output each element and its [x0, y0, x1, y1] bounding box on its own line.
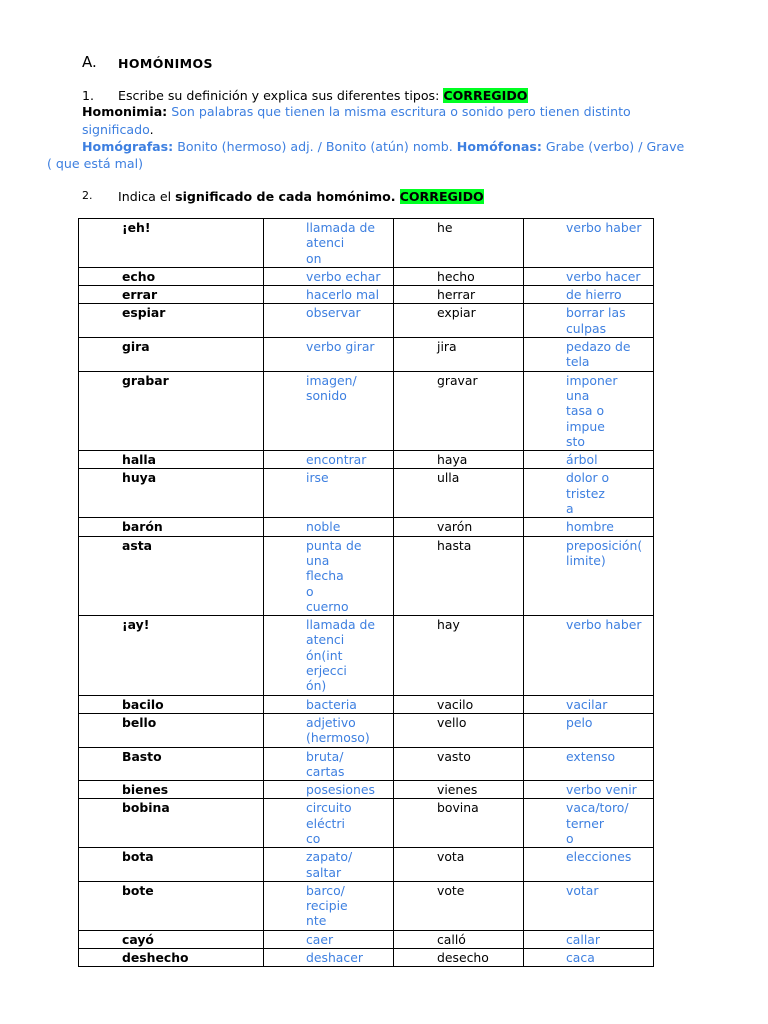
- pair-word-text: bovina: [437, 800, 479, 816]
- pair-word-text: hay: [437, 617, 460, 633]
- table-cell-homonym-meaning: [264, 338, 394, 372]
- table-cell-homonym-meaning: [264, 747, 394, 781]
- homonym-word-text: ¡eh!: [122, 220, 151, 235]
- pair-word-text: vacilo: [437, 696, 474, 712]
- table-cell-pair-word: [394, 219, 524, 268]
- pair-word-text: varón: [437, 519, 473, 535]
- table-cell-pair-word: [394, 371, 524, 450]
- homonym-meaning-text: encontrar: [306, 452, 367, 468]
- table-cell-pair-meaning: [524, 267, 654, 285]
- table-row: [79, 881, 654, 930]
- homonym-meaning-text: bruta/ cartas: [306, 748, 345, 779]
- pair-meaning-text: dolor o tristez a: [566, 470, 610, 517]
- question-2-bold: significado de cada homónimo.: [175, 189, 396, 204]
- pair-word-text: vasto: [437, 748, 471, 764]
- pair-word-text: vello: [437, 714, 467, 730]
- homonym-word-text: halla: [122, 452, 157, 468]
- table-cell-homonym-meaning: [264, 616, 394, 695]
- table-row: [79, 304, 654, 338]
- table-cell-homonym-meaning: [264, 267, 394, 285]
- table-cell-homonym-meaning: [264, 286, 394, 304]
- table-cell-pair-meaning: [524, 451, 654, 469]
- homonyms-table-body: [79, 219, 654, 967]
- question-2-number: 2.: [82, 189, 93, 202]
- pair-meaning-text: verbo hacer: [566, 268, 641, 284]
- table-cell-homonym-meaning: [264, 536, 394, 615]
- table-cell-homonym-word: [79, 695, 264, 713]
- table-cell-pair-word: [394, 304, 524, 338]
- pair-meaning-text: elecciones: [566, 849, 632, 865]
- homonym-word-text: grabar: [122, 372, 169, 388]
- table-cell-pair-word: [394, 518, 524, 536]
- table-row: [79, 799, 654, 848]
- table-cell-homonym-word: [79, 219, 264, 268]
- table-row: [79, 518, 654, 536]
- pair-word-text: expiar: [437, 305, 476, 321]
- table-cell-pair-meaning: [524, 286, 654, 304]
- question-2-prompt: [118, 188, 484, 205]
- pair-meaning-text: verbo haber: [566, 220, 642, 235]
- table-row: [79, 536, 654, 615]
- homonym-meaning-text: observar: [306, 305, 361, 321]
- table-cell-pair-meaning: [524, 930, 654, 948]
- table-cell-pair-word: [394, 713, 524, 747]
- table-cell-homonym-word: [79, 451, 264, 469]
- pair-word-text: herrar: [437, 287, 476, 303]
- table-cell-homonym-meaning: [264, 713, 394, 747]
- table-cell-pair-word: [394, 747, 524, 781]
- question-1-number: 1.: [82, 88, 95, 103]
- table-cell-homonym-meaning: [264, 930, 394, 948]
- table-cell-homonym-meaning: [264, 451, 394, 469]
- table-cell-homonym-word: [79, 930, 264, 948]
- corrected-badge-1: CORREGIDO: [443, 88, 528, 103]
- pair-word-text: hasta: [437, 537, 472, 553]
- homonym-meaning-text: bacteria: [306, 696, 357, 712]
- table-cell-homonym-meaning: [264, 949, 394, 967]
- homonimia-text: Son palabras que tienen la misma escritura o sonido pero tienen distinto: [167, 104, 631, 119]
- table-cell-homonym-word: [79, 338, 264, 372]
- pair-meaning-text: vaca/toro/ terner o: [566, 800, 629, 846]
- homonimia-definition: [82, 103, 631, 120]
- table-cell-pair-meaning: [524, 848, 654, 882]
- pair-meaning-text: de hierro: [566, 287, 622, 303]
- homonym-meaning-text: irse: [306, 470, 329, 486]
- table-cell-pair-word: [394, 848, 524, 882]
- table-cell-homonym-meaning: [264, 518, 394, 536]
- homonyms-table: [78, 218, 654, 967]
- table-cell-homonym-meaning: [264, 304, 394, 338]
- table-cell-pair-word: [394, 949, 524, 967]
- homonym-meaning-text: adjetivo (hermoso): [306, 714, 370, 746]
- homonym-meaning-text: llamada de atenci on: [306, 220, 376, 266]
- table-row: [79, 219, 654, 268]
- pair-word-text: hecho: [437, 268, 475, 284]
- homonym-word-text: bienes: [122, 782, 169, 798]
- homonym-word-text: asta: [122, 537, 153, 553]
- pair-word-text: jira: [437, 339, 457, 355]
- homonimia-label: Homonimia:: [82, 104, 168, 119]
- homonym-meaning-text: circuito eléctri co: [306, 800, 352, 846]
- table-cell-pair-meaning: [524, 695, 654, 713]
- table-cell-pair-word: [394, 338, 524, 372]
- table-cell-pair-word: [394, 695, 524, 713]
- homonym-meaning-text: llamada de atenci ón(int erjecci ón): [306, 617, 376, 694]
- table-cell-homonym-word: [79, 616, 264, 695]
- pair-word-text: gravar: [437, 372, 478, 388]
- table-cell-pair-word: [394, 536, 524, 615]
- table-cell-pair-meaning: [524, 371, 654, 450]
- table-row: [79, 781, 654, 799]
- homonym-word-text: errar: [122, 287, 158, 303]
- table-cell-homonym-word: [79, 799, 264, 848]
- pair-meaning-text: caca: [566, 950, 595, 966]
- homografas-text: Bonito (hermoso) adj. / Bonito (atún) nomb.: [173, 139, 457, 154]
- table-cell-homonym-word: [79, 286, 264, 304]
- homonym-word-text: gira: [122, 339, 150, 355]
- homonym-meaning-text: hacerlo mal: [306, 287, 380, 303]
- table-cell-pair-word: [394, 451, 524, 469]
- table-cell-pair-meaning: [524, 747, 654, 781]
- table-cell-homonym-word: [79, 267, 264, 285]
- pair-meaning-text: verbo venir: [566, 782, 637, 798]
- pair-word-text: he: [437, 220, 453, 235]
- table-cell-homonym-word: [79, 949, 264, 967]
- table-cell-homonym-word: [79, 881, 264, 930]
- table-cell-homonym-meaning: [264, 695, 394, 713]
- table-row: [79, 616, 654, 695]
- table-cell-homonym-meaning: [264, 469, 394, 518]
- table-cell-homonym-meaning: [264, 848, 394, 882]
- homonym-word-text: bobina: [122, 800, 170, 816]
- pair-word-text: vota: [437, 849, 465, 865]
- pair-meaning-text: vacilar: [566, 696, 608, 712]
- pair-word-text: calló: [437, 931, 466, 947]
- table-cell-homonym-meaning: [264, 881, 394, 930]
- homofonas-text-cont: ( que está mal): [47, 156, 144, 171]
- homonym-word-text: huya: [122, 470, 157, 486]
- table-cell-pair-meaning: [524, 616, 654, 695]
- table-cell-pair-word: [394, 799, 524, 848]
- homonym-meaning-text: barco/ recipie nte: [306, 882, 348, 929]
- pair-meaning-text: hombre: [566, 519, 614, 535]
- question-1-prompt: [118, 87, 528, 104]
- table-row: [79, 469, 654, 518]
- table-cell-pair-word: [394, 286, 524, 304]
- homonym-word-text: espiar: [122, 305, 166, 321]
- homografas-definition: [82, 138, 684, 155]
- homonym-meaning-text: verbo echar: [306, 268, 381, 284]
- table-cell-homonym-word: [79, 371, 264, 450]
- table-row: [79, 848, 654, 882]
- homonym-meaning-text: caer: [306, 931, 334, 947]
- section-title: HOMÓNIMOS: [118, 56, 213, 71]
- table-row: [79, 338, 654, 372]
- homonym-meaning-text: punta de una flecha o cuerno: [306, 537, 362, 614]
- homonym-word-text: echo: [122, 268, 156, 284]
- pair-meaning-text: pedazo de tela: [566, 339, 631, 370]
- table-cell-pair-word: [394, 881, 524, 930]
- pair-meaning-text: árbol: [566, 452, 598, 468]
- table-cell-pair-meaning: [524, 949, 654, 967]
- homonym-meaning-text: zapato/ saltar: [306, 849, 353, 880]
- pair-meaning-text: pelo: [566, 714, 593, 730]
- pair-meaning-text: imponer una tasa o impue sto: [566, 372, 618, 449]
- homonym-word-text: bacilo: [122, 696, 164, 712]
- pair-meaning-text: callar: [566, 931, 600, 947]
- pair-meaning-text: preposición( limite): [566, 537, 643, 568]
- homofonas-label: Homófonas:: [456, 139, 542, 154]
- table-cell-pair-meaning: [524, 799, 654, 848]
- table-row: [79, 930, 654, 948]
- table-cell-pair-meaning: [524, 338, 654, 372]
- question-2-text: Indica el: [118, 189, 176, 204]
- table-cell-pair-word: [394, 267, 524, 285]
- homonym-meaning-text: deshacer: [306, 950, 363, 966]
- pair-word-text: vote: [437, 882, 465, 898]
- table-cell-homonym-word: [79, 518, 264, 536]
- table-cell-pair-meaning: [524, 536, 654, 615]
- homonym-word-text: bota: [122, 849, 154, 865]
- homonym-meaning-text: imagen/ sonido: [306, 372, 357, 403]
- section-letter: A.: [82, 53, 97, 71]
- table-cell-homonym-word: [79, 848, 264, 882]
- homonimia-definition-cont: [82, 121, 154, 138]
- pair-word-text: ulla: [437, 470, 460, 486]
- table-cell-homonym-word: [79, 747, 264, 781]
- table-cell-pair-meaning: [524, 219, 654, 268]
- homonym-word-text: Basto: [122, 748, 162, 764]
- table-cell-homonym-meaning: [264, 371, 394, 450]
- question-1-text: Escribe su definición y explica sus diferentes tipos:: [118, 88, 444, 103]
- table-cell-pair-meaning: [524, 781, 654, 799]
- table-row: [79, 747, 654, 781]
- table-cell-homonym-word: [79, 469, 264, 518]
- homonym-word-text: bote: [122, 882, 154, 898]
- table-cell-pair-word: [394, 469, 524, 518]
- homonimia-period: .: [149, 122, 154, 137]
- table-cell-pair-word: [394, 781, 524, 799]
- homografas-label: Homógrafas:: [82, 139, 174, 154]
- table-cell-homonym-word: [79, 536, 264, 615]
- corrected-badge-2: CORREGIDO: [399, 189, 484, 204]
- table-row: [79, 713, 654, 747]
- table-row: [79, 949, 654, 967]
- homonym-word-text: cayó: [122, 931, 154, 947]
- table-cell-homonym-meaning: [264, 781, 394, 799]
- table-row: [79, 286, 654, 304]
- table-row: [79, 267, 654, 285]
- table-cell-pair-word: [394, 930, 524, 948]
- pair-word-text: haya: [437, 452, 468, 468]
- table-cell-pair-meaning: [524, 881, 654, 930]
- pair-meaning-text: votar: [566, 882, 599, 898]
- homonym-word-text: deshecho: [122, 950, 189, 966]
- homonym-word-text: bello: [122, 714, 157, 730]
- table-row: [79, 451, 654, 469]
- table-row: [79, 371, 654, 450]
- homonimia-text-cont: significado: [82, 122, 150, 137]
- homonym-word-text: barón: [122, 519, 163, 535]
- table-cell-homonym-word: [79, 713, 264, 747]
- table-cell-homonym-word: [79, 781, 264, 799]
- table-cell-pair-meaning: [524, 518, 654, 536]
- pair-word-text: desecho: [437, 950, 489, 966]
- table-cell-homonym-meaning: [264, 799, 394, 848]
- pair-meaning-text: extenso: [566, 748, 616, 764]
- table-cell-homonym-meaning: [264, 219, 394, 268]
- pair-word-text: vienes: [437, 782, 478, 798]
- table-cell-pair-meaning: [524, 713, 654, 747]
- table-cell-pair-word: [394, 616, 524, 695]
- table-row: [79, 695, 654, 713]
- homonym-word-text: ¡ay!: [122, 617, 150, 633]
- homonym-meaning-text: posesiones: [306, 782, 375, 798]
- pair-meaning-text: borrar las culpas: [566, 305, 626, 336]
- table-cell-homonym-word: [79, 304, 264, 338]
- homonym-meaning-text: noble: [306, 519, 341, 535]
- question-2-space: [396, 189, 400, 204]
- homofonas-text: Grabe (verbo) / Grave: [541, 139, 685, 154]
- table-cell-pair-meaning: [524, 469, 654, 518]
- table-cell-pair-meaning: [524, 304, 654, 338]
- pair-meaning-text: verbo haber: [566, 617, 642, 633]
- homonym-meaning-text: verbo girar: [306, 339, 375, 355]
